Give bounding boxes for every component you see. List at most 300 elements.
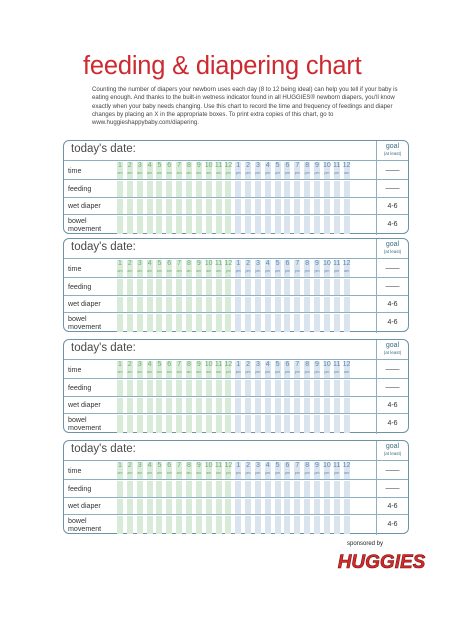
- checkbox-cell[interactable]: [117, 499, 123, 514]
- checkbox-cell[interactable]: [255, 279, 261, 295]
- checkbox-cell[interactable]: [176, 415, 182, 433]
- checkbox-cell[interactable]: [284, 199, 290, 214]
- checkbox-cell[interactable]: [275, 181, 281, 197]
- chart-row: [64, 197, 408, 215]
- checkbox-cell[interactable]: [284, 380, 290, 396]
- checkbox-cell[interactable]: [334, 199, 340, 214]
- checkbox-cell[interactable]: [206, 216, 212, 234]
- checkbox-cell[interactable]: [137, 199, 143, 214]
- checkbox-cell[interactable]: [245, 481, 251, 497]
- checkbox-cell[interactable]: [127, 481, 133, 497]
- checkbox-cell[interactable]: [265, 380, 271, 396]
- checkbox-cell[interactable]: [294, 216, 300, 234]
- checkbox-cell[interactable]: [275, 199, 281, 214]
- checkbox-cell[interactable]: [196, 297, 202, 312]
- checkbox-cell[interactable]: [235, 481, 241, 497]
- checkbox-cell[interactable]: [294, 481, 300, 497]
- checkbox-cell[interactable]: [206, 398, 212, 413]
- checkbox-cell[interactable]: [324, 398, 330, 413]
- checkbox-cell[interactable]: [216, 380, 222, 396]
- checkbox-cell[interactable]: [147, 181, 153, 197]
- checkbox-cell[interactable]: [324, 380, 330, 396]
- checkbox-cell[interactable]: [284, 481, 290, 497]
- checkbox-cell[interactable]: [294, 415, 300, 433]
- checkbox-cell[interactable]: [166, 297, 172, 312]
- checkbox-cell[interactable]: [275, 499, 281, 514]
- checkbox-cell[interactable]: [314, 415, 320, 433]
- checkbox-cell[interactable]: [255, 216, 261, 234]
- checkbox-cell[interactable]: [324, 499, 330, 514]
- checkbox-cell[interactable]: [294, 181, 300, 197]
- checkbox-cell[interactable]: [265, 499, 271, 514]
- checkbox-cell[interactable]: [304, 380, 310, 396]
- checkbox-cell[interactable]: [314, 481, 320, 497]
- checkbox-cell[interactable]: [117, 516, 123, 534]
- checkbox-cell[interactable]: [284, 297, 290, 312]
- checkbox-cell[interactable]: [186, 279, 192, 295]
- checkbox-cell[interactable]: [255, 314, 261, 332]
- checkbox-cell[interactable]: [127, 181, 133, 197]
- checkbox-cell[interactable]: [294, 279, 300, 295]
- checkbox-cell[interactable]: [314, 516, 320, 534]
- checkbox-cell[interactable]: [284, 398, 290, 413]
- checkbox-cell[interactable]: [225, 415, 231, 433]
- checkbox-cell[interactable]: [156, 199, 162, 214]
- checkbox-cell[interactable]: [275, 279, 281, 295]
- checkbox-cell[interactable]: [344, 181, 350, 197]
- checkbox-cell[interactable]: [166, 181, 172, 197]
- checkbox-cell[interactable]: [245, 181, 251, 197]
- checkbox-cell[interactable]: [216, 415, 222, 433]
- checkbox-cell[interactable]: [117, 297, 123, 312]
- checkbox-cell[interactable]: [196, 481, 202, 497]
- checkbox-cell[interactable]: [334, 297, 340, 312]
- checkbox-cell[interactable]: [216, 398, 222, 413]
- checkbox-cell[interactable]: [344, 516, 350, 534]
- checkbox-cell[interactable]: [216, 516, 222, 534]
- checkbox-cell[interactable]: [127, 499, 133, 514]
- checkbox-cell[interactable]: [156, 279, 162, 295]
- checkbox-cell[interactable]: [255, 199, 261, 214]
- checkbox-cell[interactable]: [166, 415, 172, 433]
- checkbox-cell[interactable]: [344, 380, 350, 396]
- checkbox-cell[interactable]: [117, 181, 123, 197]
- checkbox-cell[interactable]: [156, 181, 162, 197]
- checkbox-cell[interactable]: [284, 216, 290, 234]
- checkbox-cell[interactable]: [137, 415, 143, 433]
- checkbox-cell[interactable]: [294, 199, 300, 214]
- checkbox-cell[interactable]: [225, 181, 231, 197]
- checkbox-cell[interactable]: [294, 314, 300, 332]
- checkbox-cell[interactable]: [294, 380, 300, 396]
- checkbox-cell[interactable]: [294, 499, 300, 514]
- checkbox-cell[interactable]: [334, 216, 340, 234]
- checkbox-cell[interactable]: [245, 199, 251, 214]
- checkbox-cell[interactable]: [147, 499, 153, 514]
- checkbox-cell[interactable]: [166, 481, 172, 497]
- checkbox-cell[interactable]: [275, 380, 281, 396]
- checkbox-cell[interactable]: [245, 297, 251, 312]
- checkbox-cell[interactable]: [344, 415, 350, 433]
- checkbox-cell[interactable]: [166, 314, 172, 332]
- checkbox-cell[interactable]: [206, 314, 212, 332]
- checkbox-cell[interactable]: [304, 279, 310, 295]
- checkbox-cell[interactable]: [344, 279, 350, 295]
- checkbox-cell[interactable]: [235, 516, 241, 534]
- checkbox-cell[interactable]: [255, 481, 261, 497]
- checkbox-cell[interactable]: [265, 181, 271, 197]
- checkbox-cell[interactable]: [186, 297, 192, 312]
- goal-value: 4-6: [376, 515, 408, 535]
- checkbox-cell[interactable]: [137, 181, 143, 197]
- checkbox-cell[interactable]: [117, 481, 123, 497]
- checkbox-cell[interactable]: [186, 216, 192, 234]
- checkbox-cell[interactable]: [255, 499, 261, 514]
- checkbox-cell[interactable]: [324, 481, 330, 497]
- checkbox-cell[interactable]: [156, 314, 162, 332]
- checkbox-cell[interactable]: [206, 199, 212, 214]
- checkbox-cell[interactable]: [176, 216, 182, 234]
- checkbox-cell[interactable]: [176, 314, 182, 332]
- checkbox-cell[interactable]: [147, 199, 153, 214]
- checkbox-cell[interactable]: [117, 279, 123, 295]
- checkbox-cell[interactable]: [196, 398, 202, 413]
- checkbox-cell[interactable]: [294, 398, 300, 413]
- checkbox-cell[interactable]: [147, 481, 153, 497]
- checkbox-cell[interactable]: [235, 380, 241, 396]
- checkbox-cell[interactable]: [245, 516, 251, 534]
- checkbox-cell[interactable]: [137, 380, 143, 396]
- checkbox-cell[interactable]: [186, 380, 192, 396]
- checkbox-cell[interactable]: [334, 398, 340, 413]
- checkbox-cell[interactable]: [176, 398, 182, 413]
- checkbox-cell[interactable]: [235, 279, 241, 295]
- checkbox-cell[interactable]: [225, 380, 231, 396]
- checkbox-cell[interactable]: [137, 398, 143, 413]
- checkbox-cell[interactable]: [245, 279, 251, 295]
- checkbox-cell[interactable]: [314, 297, 320, 312]
- checkbox-cell[interactable]: [235, 499, 241, 514]
- checkbox-cell[interactable]: [127, 314, 133, 332]
- checkbox-cell[interactable]: [275, 481, 281, 497]
- checkbox-cell[interactable]: [127, 398, 133, 413]
- checkbox-cell[interactable]: [196, 516, 202, 534]
- goal-header: [376, 441, 408, 460]
- checkbox-cell[interactable]: [344, 398, 350, 413]
- hour-label: 4: [147, 462, 152, 469]
- checkbox-cell[interactable]: [225, 199, 231, 214]
- checkbox-cell[interactable]: [255, 297, 261, 312]
- checkbox-cell[interactable]: [117, 398, 123, 413]
- checkbox-cell[interactable]: [156, 499, 162, 514]
- checkbox-cell[interactable]: [117, 380, 123, 396]
- checkbox-cell[interactable]: [147, 279, 153, 295]
- checkbox-cell[interactable]: [147, 216, 153, 234]
- checkbox-cell[interactable]: [265, 279, 271, 295]
- checkbox-cell[interactable]: [156, 297, 162, 312]
- checkbox-cell[interactable]: [334, 415, 340, 433]
- checkbox-cell[interactable]: [235, 398, 241, 413]
- checkbox-cell[interactable]: [334, 181, 340, 197]
- checkbox-cell[interactable]: [304, 481, 310, 497]
- checkbox-cell[interactable]: [225, 398, 231, 413]
- checkbox-cell[interactable]: [196, 181, 202, 197]
- checkbox-cell[interactable]: [235, 297, 241, 312]
- checkbox-cell[interactable]: [156, 516, 162, 534]
- checkbox-cell[interactable]: [324, 415, 330, 433]
- checkbox-cell[interactable]: [265, 216, 271, 234]
- checkbox-cell[interactable]: [334, 314, 340, 332]
- checkbox-cell[interactable]: [314, 380, 320, 396]
- checkbox-cell[interactable]: [216, 216, 222, 234]
- checkbox-cell[interactable]: [284, 314, 290, 332]
- checkbox-cell[interactable]: [324, 297, 330, 312]
- checkbox-cell[interactable]: [156, 380, 162, 396]
- checkbox-cell[interactable]: [216, 314, 222, 332]
- checkbox-cell[interactable]: [314, 314, 320, 332]
- checkbox-cell[interactable]: [176, 297, 182, 312]
- checkbox-cell[interactable]: [245, 380, 251, 396]
- checkbox-cell[interactable]: [324, 279, 330, 295]
- checkbox-cell[interactable]: [166, 516, 172, 534]
- checkbox-cell[interactable]: [196, 380, 202, 396]
- checkbox-cell[interactable]: [235, 314, 241, 332]
- checkbox-cell[interactable]: [186, 499, 192, 514]
- checkbox-cell[interactable]: [137, 216, 143, 234]
- checkbox-cell[interactable]: [255, 181, 261, 197]
- checkbox-cell[interactable]: [216, 279, 222, 295]
- checkbox-cell[interactable]: [265, 297, 271, 312]
- checkbox-cell[interactable]: [196, 216, 202, 234]
- checkbox-cell[interactable]: [304, 297, 310, 312]
- checkbox-cell[interactable]: [206, 181, 212, 197]
- checkbox-cell[interactable]: [196, 199, 202, 214]
- checkbox-cell[interactable]: [206, 516, 212, 534]
- checkbox-cell[interactable]: [147, 516, 153, 534]
- checkbox-cell[interactable]: [127, 297, 133, 312]
- checkbox-cell[interactable]: [137, 499, 143, 514]
- checkbox-cell[interactable]: [176, 279, 182, 295]
- checkbox-cell[interactable]: [275, 516, 281, 534]
- checkbox-cell[interactable]: [265, 199, 271, 214]
- checkbox-cell[interactable]: [284, 279, 290, 295]
- checkbox-cell[interactable]: [127, 279, 133, 295]
- checkbox-cell[interactable]: [225, 297, 231, 312]
- checkbox-cell[interactable]: [304, 216, 310, 234]
- checkbox-cell[interactable]: [235, 415, 241, 433]
- checkbox-cell[interactable]: [284, 181, 290, 197]
- checkbox-cell[interactable]: [245, 216, 251, 234]
- checkbox-cell[interactable]: [314, 181, 320, 197]
- checkbox-cell[interactable]: [166, 199, 172, 214]
- checkbox-cell[interactable]: [304, 499, 310, 514]
- checkbox-cell[interactable]: [314, 199, 320, 214]
- checkbox-cell[interactable]: [137, 516, 143, 534]
- checkbox-cell[interactable]: [275, 216, 281, 234]
- checkbox-cell[interactable]: [294, 297, 300, 312]
- checkbox-cell[interactable]: [147, 314, 153, 332]
- checkbox-cell[interactable]: [324, 216, 330, 234]
- checkbox-cell[interactable]: [147, 380, 153, 396]
- checkbox-cell[interactable]: [314, 279, 320, 295]
- checkbox-cell[interactable]: [275, 415, 281, 433]
- checkbox-cell[interactable]: [206, 499, 212, 514]
- checkbox-cell[interactable]: [314, 499, 320, 514]
- checkbox-cell[interactable]: [344, 297, 350, 312]
- checkbox-cell[interactable]: [324, 516, 330, 534]
- checkbox-cell[interactable]: [245, 314, 251, 332]
- checkbox-cell[interactable]: [196, 279, 202, 295]
- checkbox-cell[interactable]: [176, 380, 182, 396]
- checkbox-cell[interactable]: [166, 380, 172, 396]
- checkbox-cell[interactable]: [206, 415, 212, 433]
- chart-row: [64, 497, 408, 515]
- hour-label: 1: [118, 162, 122, 169]
- checkbox-cell[interactable]: [324, 181, 330, 197]
- checkbox-cell[interactable]: [166, 279, 172, 295]
- checkbox-cell[interactable]: [255, 380, 261, 396]
- checkbox-cell[interactable]: [235, 181, 241, 197]
- checkbox-cell[interactable]: [284, 415, 290, 433]
- checkbox-cell[interactable]: [156, 481, 162, 497]
- checkbox-cell[interactable]: [216, 199, 222, 214]
- checkbox-cell[interactable]: [206, 481, 212, 497]
- checkbox-cell[interactable]: [117, 199, 123, 214]
- checkbox-cell[interactable]: [225, 216, 231, 234]
- checkbox-cell[interactable]: [344, 216, 350, 234]
- checkbox-cell[interactable]: [137, 481, 143, 497]
- checkbox-cell[interactable]: [166, 398, 172, 413]
- checkbox-cell[interactable]: [265, 398, 271, 413]
- checkbox-cell[interactable]: [127, 216, 133, 234]
- checkbox-cell[interactable]: [334, 481, 340, 497]
- checkbox-cell[interactable]: [245, 499, 251, 514]
- checkbox-cell[interactable]: [127, 380, 133, 396]
- checkbox-cell[interactable]: [255, 415, 261, 433]
- checkbox-cell[interactable]: [235, 199, 241, 214]
- checkbox-cell[interactable]: [186, 516, 192, 534]
- checkbox-cell[interactable]: [176, 516, 182, 534]
- checkbox-cell[interactable]: [344, 499, 350, 514]
- checkbox-cell[interactable]: [304, 199, 310, 214]
- checkbox-cell[interactable]: [344, 199, 350, 214]
- checkbox-cell[interactable]: [245, 415, 251, 433]
- checkbox-cell[interactable]: [265, 481, 271, 497]
- checkbox-cell[interactable]: [284, 516, 290, 534]
- checkbox-cell[interactable]: [117, 314, 123, 332]
- checkbox-cell[interactable]: [304, 398, 310, 413]
- checkbox-cell[interactable]: [334, 380, 340, 396]
- checkbox-cell[interactable]: [186, 181, 192, 197]
- checkbox-cell[interactable]: [216, 181, 222, 197]
- checkbox-cell[interactable]: [265, 415, 271, 433]
- checkbox-cell[interactable]: [137, 279, 143, 295]
- checkbox-cell[interactable]: [176, 481, 182, 497]
- checkbox-cell[interactable]: [284, 499, 290, 514]
- checkbox-cell[interactable]: [196, 415, 202, 433]
- checkbox-cell[interactable]: [127, 199, 133, 214]
- checkbox-cell[interactable]: [225, 314, 231, 332]
- checkbox-cell[interactable]: [265, 314, 271, 332]
- checkbox-cell[interactable]: [225, 481, 231, 497]
- checkbox-cell[interactable]: [156, 216, 162, 234]
- checkbox-cell[interactable]: [147, 398, 153, 413]
- checkbox-cell[interactable]: [117, 415, 123, 433]
- checkbox-cell[interactable]: [324, 199, 330, 214]
- checkbox-cell[interactable]: [275, 314, 281, 332]
- checkbox-cell[interactable]: [314, 398, 320, 413]
- checkbox-cell[interactable]: [216, 481, 222, 497]
- checkbox-cell[interactable]: [186, 415, 192, 433]
- checkbox-cell[interactable]: [344, 481, 350, 497]
- checkbox-cell[interactable]: [117, 216, 123, 234]
- checkbox-cell[interactable]: [186, 199, 192, 214]
- checkbox-cell[interactable]: [255, 398, 261, 413]
- checkbox-cell[interactable]: [216, 499, 222, 514]
- checkbox-cell[interactable]: [166, 216, 172, 234]
- ampm-label: am: [186, 269, 192, 273]
- checkbox-cell[interactable]: [225, 499, 231, 514]
- checkbox-cell[interactable]: [186, 481, 192, 497]
- checkbox-cell[interactable]: [196, 499, 202, 514]
- checkbox-cell[interactable]: [176, 199, 182, 214]
- checkbox-cell[interactable]: [176, 499, 182, 514]
- checkbox-cell[interactable]: [147, 297, 153, 312]
- checkbox-cell[interactable]: [225, 516, 231, 534]
- checkbox-cell[interactable]: [344, 314, 350, 332]
- ampm-label: am: [127, 370, 133, 374]
- checkbox-cell[interactable]: [127, 516, 133, 534]
- checkbox-cell[interactable]: [186, 314, 192, 332]
- checkbox-cell[interactable]: [255, 516, 261, 534]
- checkbox-cell[interactable]: [304, 415, 310, 433]
- checkbox-cell[interactable]: [206, 297, 212, 312]
- checkbox-cell[interactable]: [166, 499, 172, 514]
- checkbox-cell[interactable]: [265, 516, 271, 534]
- hour-label: 9: [315, 260, 319, 267]
- checkbox-cell[interactable]: [275, 297, 281, 312]
- checkbox-cell[interactable]: [225, 279, 231, 295]
- checkbox-cell[interactable]: [137, 297, 143, 312]
- checkbox-cell[interactable]: [324, 314, 330, 332]
- checkbox-cell[interactable]: [304, 181, 310, 197]
- row-label: bowel movement: [68, 217, 102, 233]
- checkbox-cell[interactable]: [304, 516, 310, 534]
- checkbox-cell[interactable]: [147, 415, 153, 433]
- checkbox-cell[interactable]: [334, 279, 340, 295]
- checkbox-cell[interactable]: [137, 314, 143, 332]
- checkbox-cell[interactable]: [206, 380, 212, 396]
- checkbox-cell[interactable]: [275, 398, 281, 413]
- checkbox-cell[interactable]: [156, 415, 162, 433]
- checkbox-cell[interactable]: [176, 181, 182, 197]
- checkbox-cell[interactable]: [294, 516, 300, 534]
- checkbox-cell[interactable]: [235, 216, 241, 234]
- checkbox-cell[interactable]: [206, 279, 212, 295]
- checkbox-cell[interactable]: [216, 297, 222, 312]
- checkbox-cell[interactable]: [334, 516, 340, 534]
- checkbox-cell[interactable]: [156, 398, 162, 413]
- checkbox-cell[interactable]: [186, 398, 192, 413]
- hour-label: 10: [204, 361, 213, 368]
- checkbox-cell[interactable]: [245, 398, 251, 413]
- checkbox-cell[interactable]: [314, 216, 320, 234]
- checkbox-cell[interactable]: [304, 314, 310, 332]
- checkbox-cell[interactable]: [127, 415, 133, 433]
- checkbox-cell[interactable]: [334, 499, 340, 514]
- hour-label: 11: [214, 260, 223, 267]
- checkbox-cell[interactable]: [196, 314, 202, 332]
